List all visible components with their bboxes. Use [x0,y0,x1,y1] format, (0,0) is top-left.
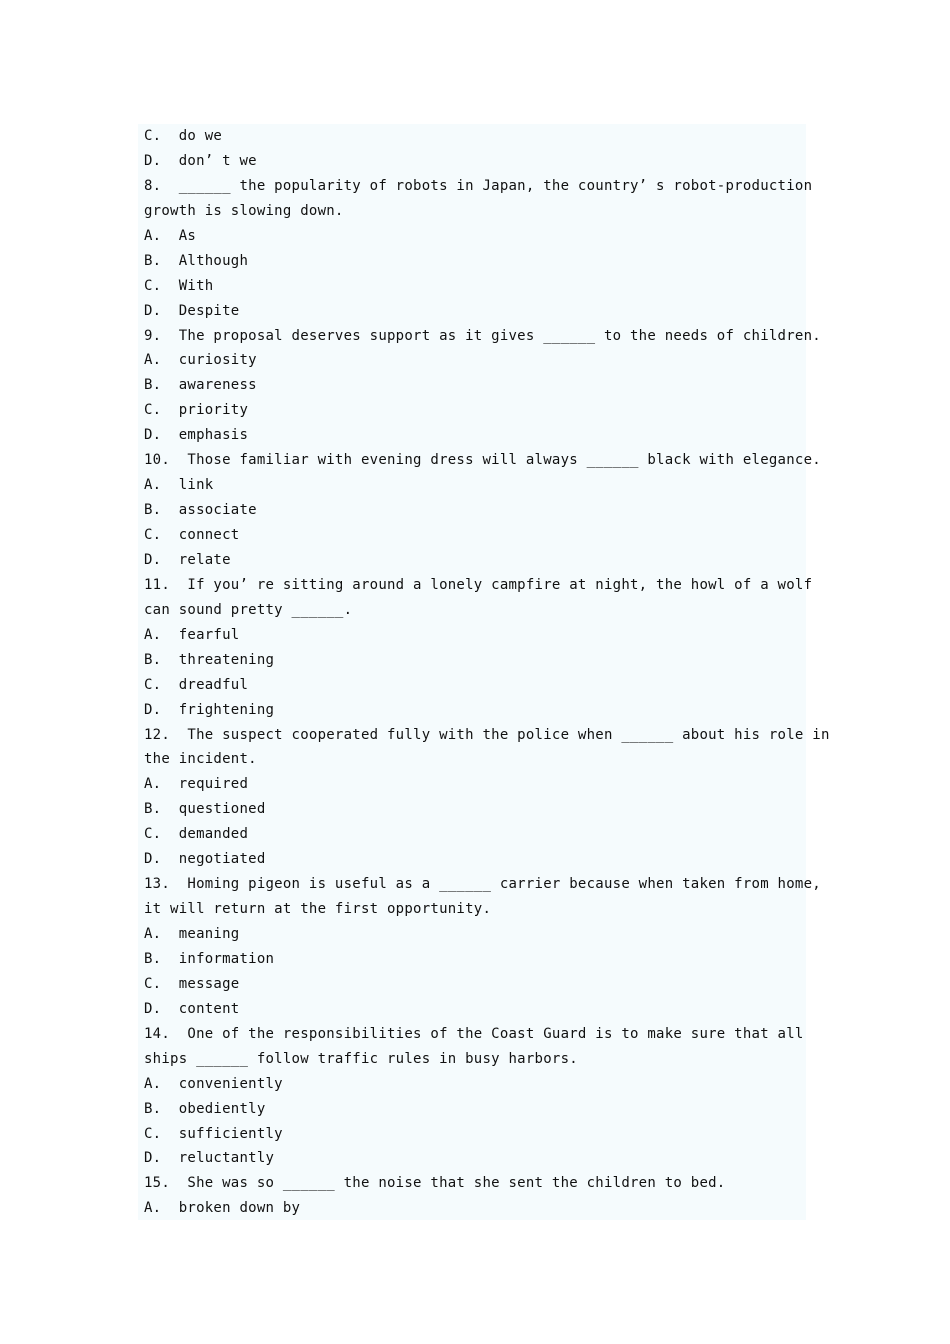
option-b: B. obediently [144,1100,266,1117]
option-a: A. required [144,776,249,793]
option-a: A. As [144,227,197,244]
text-line: C. do we [144,128,223,144]
question-12: 12. The suspect cooperated fully with the police when ______ about his role in [144,726,830,743]
option-d: D. negotiated [144,851,266,868]
option-b: B. associate [144,502,257,519]
option-d: D. emphasis [144,427,249,444]
option-a: A. broken down by [144,1200,301,1217]
text-line: D. don’ t we [144,152,257,169]
option-a: A. curiosity [144,352,257,369]
document-text [144,124,830,1221]
option-c: C. demanded [144,826,249,843]
option-b: B. Although [144,252,249,269]
option-b: B. threatening [144,651,275,668]
text-line: growth is slowing down. [144,202,344,219]
option-d: D. content [144,1000,240,1017]
question-14: 14. One of the responsibilities of the Coast Guard is to make sure that all [144,1025,804,1042]
option-a: A. meaning [144,926,240,942]
option-a: A. conveniently [144,1075,283,1092]
option-c: C. connect [144,527,240,543]
text-line: the incident. [144,751,257,768]
question-11: 11. If you’ re sitting around a lonely campfire at night, the howl of a wolf [144,576,813,593]
option-a: A. link [144,477,214,494]
question-9: 9. The proposal deserves support as it gives ______ to the needs of children. [144,327,821,344]
question-13: 13. Homing pigeon is useful as a ______ carrier because when taken from home, [144,876,821,893]
option-d: D. relate [144,551,231,568]
option-d: D. reluctantly [144,1150,275,1167]
option-c: C. dreadful [144,676,249,693]
option-c: C. sufficiently [144,1125,283,1142]
option-d: D. Despite [144,302,240,319]
text-line: it will return at the first opportunity. [144,901,492,918]
option-b: B. information [144,950,275,967]
question-15: 15. She was so ______ the noise that she sent the children to bed. [144,1175,726,1192]
option-a: A. fearful [144,626,240,643]
option-c: C. With [144,277,214,294]
option-c: C. message [144,975,240,992]
question-10: 10. Those familiar with evening dress will always ______ black with elegance. [144,452,821,469]
option-d: D. frightening [144,701,275,718]
question-8: 8. ______ the popularity of robots in Japan, the country’ s robot-production [144,177,813,194]
option-b: B. questioned [144,801,266,818]
text-line: can sound pretty ______. [144,601,353,618]
text-line: ships ______ follow traffic rules in busy harbors. [144,1050,578,1067]
option-c: C. priority [144,402,249,419]
option-b: B. awareness [144,377,257,394]
